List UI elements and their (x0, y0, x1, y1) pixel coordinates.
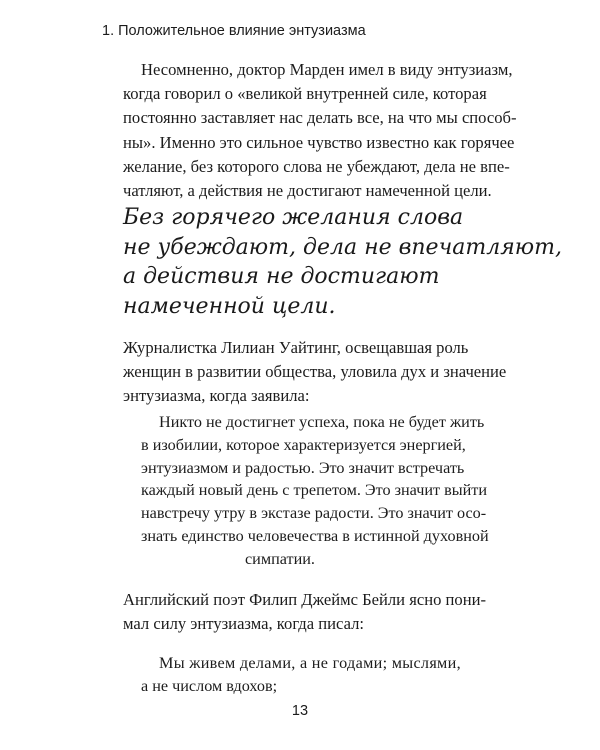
paragraph-line: когда говорил о «великой внутренней силе, которая (123, 84, 487, 104)
paragraph-line: энтузиазма, когда заявила: (123, 386, 310, 406)
blockquote-line: Никто не достигнет успеха, пока не будет жить (159, 413, 485, 431)
paragraph-line: чатляют, а действия не достигают намеченной цели. (123, 181, 492, 201)
verse-line: Мы живем делами, а не годами; мыслями, (159, 654, 461, 672)
paragraph-bailey (123, 588, 486, 636)
whiting-blockquote (141, 411, 489, 571)
highlight-line: а действия не достигают (123, 264, 440, 289)
paragraph-marden (123, 58, 517, 203)
blockquote-line: навстречу утру в экстазе радости. Это значит осо- (141, 504, 487, 523)
highlight-line: не убеждают, дела не впечатляют, (123, 234, 563, 260)
highlighted-quote (123, 203, 562, 321)
paragraph-whiting (123, 336, 506, 409)
blockquote-line: в изобилии, которое характеризуется энергией, (141, 435, 466, 454)
paragraph-line: ны». Именно это сильное чувство известно как горячее (123, 132, 515, 152)
paragraph-line: постоянно заставляет нас делать все, на что мы способ- (123, 108, 517, 128)
blockquote-line: каждый новый день с трепетом. Это значит выйти (141, 481, 488, 500)
verse-line: а не числом вдохов; (141, 676, 278, 695)
paragraph-line: желание, без которого слова не убеждают, дела не впе- (123, 156, 510, 176)
paragraph-line: мал силу энтузиазма, когда писал: (123, 614, 364, 634)
paragraph-line: женщин в развитии общества, уловила дух и значение (123, 362, 507, 382)
running-header: 1. Положительное влияние энтузиазма (102, 23, 366, 39)
paragraph-line: Несомненно, доктор Марден имел в виду энтузиазм, (141, 60, 513, 79)
paragraph-line: Журналистка Лилиан Уайтинг, освещавшая роль (123, 338, 469, 357)
paragraph-line: Английский поэт Филип Джеймс Бейли ясно пони- (123, 590, 486, 609)
highlight-line: Без горячего желания слова (123, 205, 464, 230)
bailey-verse (141, 652, 461, 698)
blockquote-line: энтузиазмом и радостью. Это значит встречать (141, 458, 465, 477)
highlight-line: намеченной цели. (123, 293, 336, 319)
blockquote-line: симпатии. (245, 549, 315, 568)
blockquote-line: знать единство человечества в истинной духовной (141, 526, 489, 545)
page-number: 13 (291, 703, 309, 719)
